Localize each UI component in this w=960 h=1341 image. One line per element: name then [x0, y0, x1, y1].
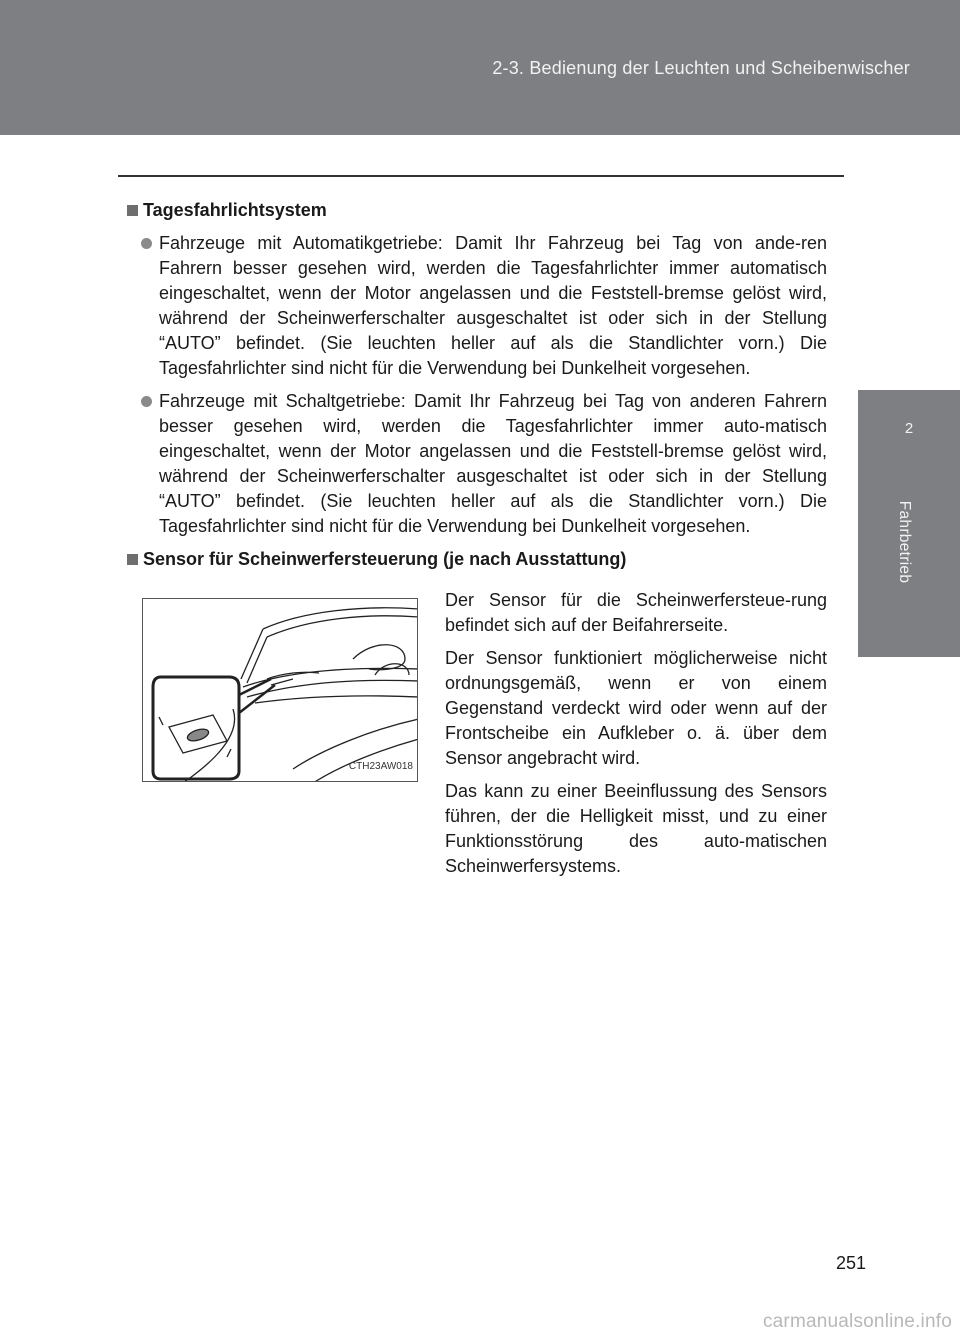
page-content — [127, 198, 827, 914]
top-divider — [118, 175, 844, 177]
circle-bullet-icon — [141, 238, 152, 249]
paragraph: Der Sensor für die Scheinwerfersteue-rung befindet sich auf der Beifahrerseite. — [445, 590, 827, 635]
page-number: 251 — [836, 1253, 867, 1273]
chapter-label: Fahrbetrieb — [896, 500, 913, 584]
circle-bullet-icon — [141, 396, 152, 407]
section-heading — [127, 198, 827, 223]
paragraph: Das kann zu einer Beeinflussung des Sensors führen, der die Helligkeit misst, und zu einer Funktionsstörung des auto-matischen Scheinwerfersystems. — [445, 781, 827, 876]
bullet-text: Fahrzeuge mit Schaltgetriebe: Damit Ihr Fahrzeug bei Tag von anderen Fahrern besser gesehen wird, werden die Tagesfahrlichter immer auto-matisch eingeschaltet, wenn der Motor angelassen und die Feststell-bremse gelöst wird, während der Scheinwerferschalter ausgeschaltet ist oder sich in der Stellung “AUTO” befindet. (Sie leuchten heller auf als die Standlichter vorn.) Die Tagesfahrlichter sind nicht für die Verwendung bei Dunkelheit vorgesehen. — [159, 391, 827, 536]
square-bullet-icon — [127, 205, 138, 216]
header-band — [0, 0, 960, 135]
sensor-illustration — [142, 598, 418, 782]
bullet-text: Fahrzeuge mit Automatikgetriebe: Damit Ihr Fahrzeug bei Tag von ande-ren Fahrern besser gesehen wird, werden die Tagesfahrlichter immer automatisch eingeschaltet, wenn der Motor angelassen und die Feststell-bremse gelöst wird, während der Scheinwerferschalter ausgeschaltet ist oder sich in der Stellung “AUTO” befindet. (Sie leuchten heller auf als die Standlichter vorn.) Die Tagesfahrlichter sind nicht für die Verwendung bei Dunkelheit vorgesehen. — [159, 233, 827, 378]
heading-text: Tagesfahrlichtsystem — [143, 200, 327, 220]
sensor-description — [445, 588, 827, 887]
sensor-section — [127, 584, 827, 914]
section-title: 2-3. Bedienung der Leuchten und Scheibenwischer — [492, 58, 910, 78]
list-item — [127, 389, 827, 539]
section-heading — [127, 547, 827, 572]
list-item — [127, 231, 827, 381]
heading-text: Sensor für Scheinwerfersteuerung (je nach Ausstattung) — [143, 549, 627, 569]
figure-code: CTH23AW018 — [348, 761, 413, 772]
chapter-tab[interactable] — [858, 390, 960, 657]
chapter-number: 2 — [904, 420, 914, 437]
watermark[interactable]: carmanualsonline.info — [762, 1311, 952, 1332]
square-bullet-icon — [127, 554, 138, 565]
paragraph: Der Sensor funktioniert möglicherweise nicht ordnungsgemäß, wenn er von einem Gegenstand verdeckt wird oder wenn auf der Frontscheibe ein Aufkleber o. ä. über dem Sensor angebracht wird. — [445, 648, 827, 768]
